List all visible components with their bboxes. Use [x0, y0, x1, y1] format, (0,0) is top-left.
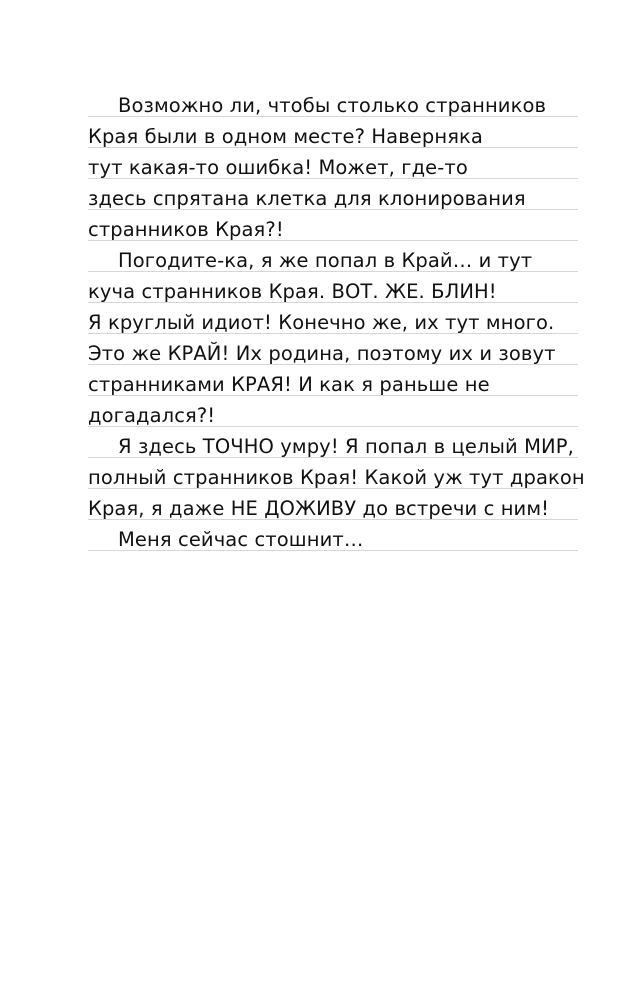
text-line: странников Края?!: [88, 218, 284, 241]
text-line: тут какая-то ошибка! Может, где-то: [88, 156, 468, 179]
text-line: здесь спрятана клетка для клонирования: [88, 187, 526, 210]
text-line: Я здесь ТОЧНО умру! Я попал в целый МИР,: [118, 435, 574, 458]
text-line: полный странников Края! Какой уж тут дракон: [88, 466, 585, 489]
text-line: Погодите-ка, я же попал в Край… и тут: [118, 249, 533, 272]
text-line: Я круглый идиот! Конечно же, их тут много.: [88, 311, 555, 334]
text-line: Это же КРАЙ! Их родина, поэтому их и зовут: [88, 342, 556, 365]
text-line: Возможно ли, чтобы столько странников: [118, 94, 547, 117]
text-line: куча странников Края. ВОТ. ЖЕ. БЛИН!: [88, 280, 497, 303]
text-line: Меня сейчас стошнит…: [118, 528, 364, 551]
text-line: догадался?!: [88, 404, 216, 427]
text-line: странниками КРАЯ! И как я раньше не: [88, 373, 490, 396]
text-line: Края, я даже НЕ ДОЖИВУ до встречи с ним!: [88, 497, 550, 520]
text-line: Края были в одном месте? Наверняка: [88, 125, 483, 148]
